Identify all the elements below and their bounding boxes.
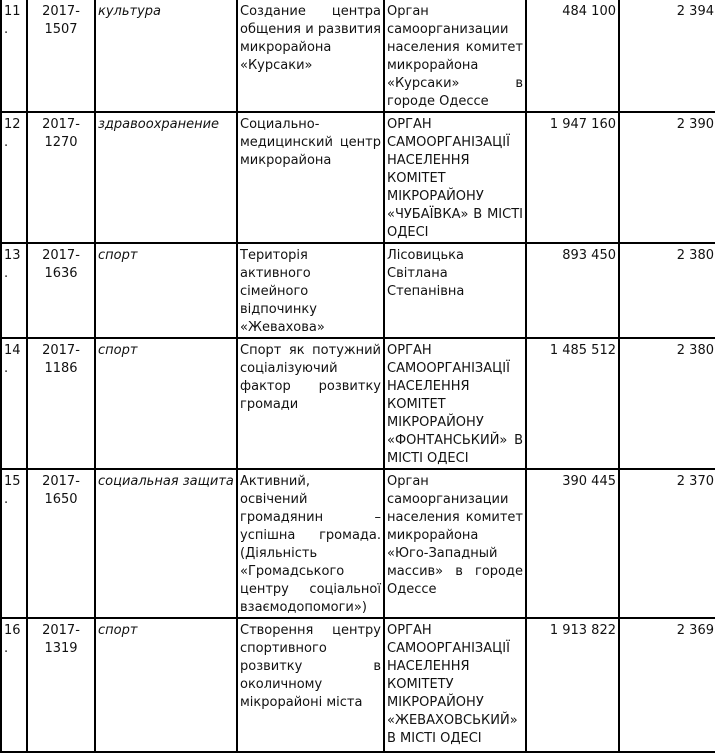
project-title: Создание центра общения и развития микрорайона «Курсаки»: [237, 0, 384, 112]
table-row: [1, 469, 715, 618]
project-votes: 2 390: [619, 112, 715, 243]
project-votes: 2 380: [619, 338, 715, 469]
project-title: Активний, освічений громадянин – успішна громада. (Діяльність «Громадського центру соціальної взаємодопомоги»): [237, 469, 384, 618]
project-author: Лісовицька Світлана Степанівна: [384, 243, 526, 338]
project-author: ОРГАН САМООРГАНІЗАЦІЇ НАСЕЛЕННЯ КОМІТЕТ МІКРОРАЙОНУ «ФОНТАНСЬКИЙ» В МІСТІ ОДЕСІ: [384, 338, 526, 469]
project-title: Социально-медицинский центр микрорайона: [237, 112, 384, 243]
table-row: [1, 618, 715, 752]
project-category: спорт: [95, 338, 237, 469]
project-votes: 2 370: [619, 469, 715, 618]
table-row: [1, 112, 715, 243]
project-id: 2017- 1186: [27, 338, 95, 469]
row-number: 16.: [1, 618, 27, 752]
project-id: 2017- 1270: [27, 112, 95, 243]
row-number: 11.: [1, 0, 27, 112]
project-votes: 2 369: [619, 618, 715, 752]
row-number: 13.: [1, 243, 27, 338]
table-row: [1, 243, 715, 338]
row-number: 15.: [1, 469, 27, 618]
project-category: спорт: [95, 618, 237, 752]
project-id: 2017- 1636: [27, 243, 95, 338]
project-title: Територія активного сімейного відпочинку «Жевахова»: [237, 243, 384, 338]
project-cost: 1 913 822: [526, 618, 619, 752]
project-author: ОРГАН САМООРГАНІЗАЦІЇ НАСЕЛЕННЯ КОМІТЕТ МІКРОРАЙОНУ «ЧУБАЇВКА» В МІСТІ ОДЕСІ: [384, 112, 526, 243]
project-id: 2017- 1507: [27, 0, 95, 112]
project-votes: 2 380: [619, 243, 715, 338]
project-category: социальная защита: [95, 469, 237, 618]
project-title: Створення центру спортивного розвитку в околичному мікрорайоні міста: [237, 618, 384, 752]
project-category: культура: [95, 0, 237, 112]
project-cost: 484 100: [526, 0, 619, 112]
row-number: 14.: [1, 338, 27, 469]
project-title: Спорт як потужний соціалізуючий фактор розвитку громади: [237, 338, 384, 469]
project-category: спорт: [95, 243, 237, 338]
project-cost: 893 450: [526, 243, 619, 338]
table-row: [1, 0, 715, 112]
table-row: [1, 338, 715, 469]
project-id: 2017- 1650: [27, 469, 95, 618]
row-number: 12.: [1, 112, 27, 243]
project-cost: 390 445: [526, 469, 619, 618]
project-cost: 1 947 160: [526, 112, 619, 243]
project-author: ОРГАН САМООРГАНІЗАЦІЇ НАСЕЛЕННЯ КОМІТЕТУ МІКРОРАЙОНУ «ЖЕВАХОВСЬКИЙ» В МІСТІ ОДЕСІ: [384, 618, 526, 752]
project-id: 2017- 1319: [27, 618, 95, 752]
project-votes: 2 394: [619, 0, 715, 112]
project-author: Орган самоорганизации населения комитет микрорайона «Юго-Западный массив» в городе Одессе: [384, 469, 526, 618]
project-category: здравоохранение: [95, 112, 237, 243]
project-cost: 1 485 512: [526, 338, 619, 469]
project-author: Орган самоорганизации населения комитет микрорайона «Курсаки» в городе Одессе: [384, 0, 526, 112]
